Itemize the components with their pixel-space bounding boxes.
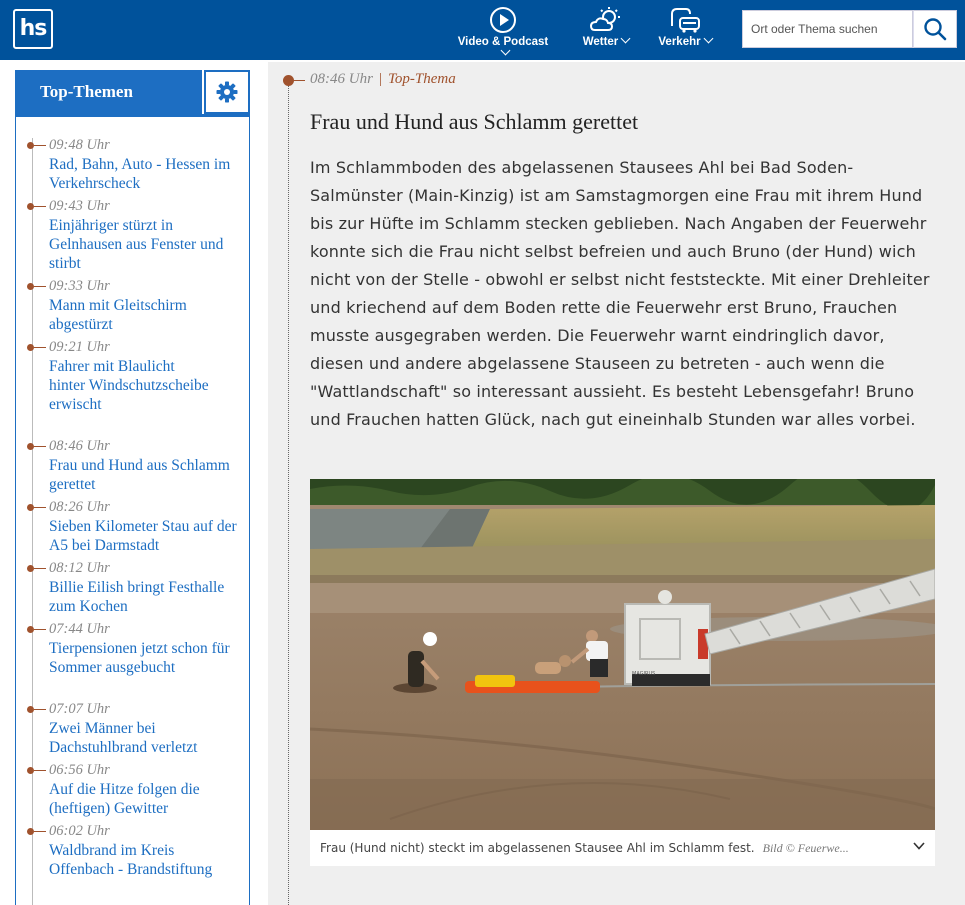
hs-logo[interactable]: hs (13, 9, 53, 49)
article-title: Frau und Hund aus Schlamm gerettet (310, 109, 639, 134)
news-link[interactable]: Mann mit Gleitschirm abgestürzt (49, 297, 187, 333)
tab-top-themen[interactable]: Top-Themen (15, 70, 202, 114)
photo-caption (310, 830, 935, 866)
list-item (49, 761, 239, 818)
news-link[interactable]: Sieben Kilometer Stau auf der A5 bei Darmstadt (49, 518, 237, 554)
news-link[interactable]: Zwei Männer bei Dachstuhlbrand verletzt (49, 720, 198, 756)
news-link[interactable]: Billie Eilish bringt Festhalle zum Kochen (49, 579, 225, 615)
list-item (49, 559, 239, 616)
nav-verkehr[interactable] (656, 6, 714, 56)
news-time: 06:56 Uhr (49, 762, 110, 778)
timeline-connector (294, 80, 305, 81)
gear-icon (216, 81, 238, 103)
list-item (49, 437, 239, 494)
timeline-dot (27, 203, 34, 210)
news-link[interactable]: Rad, Bahn, Auto - Hessen im Verkehrscheck (49, 156, 231, 192)
news-time: 07:07 Uhr (49, 701, 110, 717)
timeline-dot (283, 75, 294, 86)
list-item (49, 700, 239, 757)
article-meta (310, 71, 456, 88)
article-time: 08:46 Uhr (310, 71, 373, 87)
nav-label: Wetter (582, 36, 619, 48)
list-item (49, 277, 239, 334)
photo-credit: Bild © Feuerwe... (762, 841, 849, 855)
chevron-down-icon (500, 46, 510, 56)
play-circle-icon (489, 6, 517, 34)
article-category[interactable]: Top-Thema (387, 71, 456, 87)
timeline-line (32, 138, 33, 905)
chevron-down-icon (703, 34, 713, 44)
news-link[interactable]: Einjähriger stürzt in Gelnhausen aus Fenster und stirbt (49, 217, 224, 272)
timeline-dot (27, 443, 34, 450)
timeline-dot (27, 706, 34, 713)
chevron-down-icon (621, 34, 631, 44)
article-body: Im Schlammboden des abgelassenen Stausees Ahl bei Bad Soden-Salmünster (Main-Kinzig) ist am Samstagmorgen eine Frau mit ihrem Hund bis zur Hüfte im Schlamm stecken geblieben. Nach Angaben der Feuerwehr konnte sich die Frau nicht selbst befreien und auch Bruno (der Hund) wich nicht von der Stelle - obwohl er selbst nicht feststeckte. Mit einer Drehleiter und kriechend auf dem Boden rette die Feuerwehr erst Bruno, Frauchen musste ausgegraben werden. Die Feuerwehr warnt eindringlich davor, diesen und andere abgelassene Stauseen zu betreten - auch wenn die "Wattlandschaft" so interessant aussieht. Es besteht Lebensgefahr! Bruno und Frauchen hatten Glück, nach gut eineinhalb Stunden war alles vorbei. (310, 158, 930, 429)
list-item (49, 822, 239, 879)
list-item (49, 498, 239, 555)
timeline-dot (27, 344, 34, 351)
news-time: 09:21 Uhr (49, 339, 110, 355)
list-item (49, 338, 209, 414)
news-link[interactable]: Auf die Hitze folgen die (heftigen) Gewitter (49, 781, 200, 817)
nav-wetter[interactable] (580, 6, 632, 56)
timeline-dot (27, 626, 34, 633)
news-link[interactable]: Waldbrand im Kreis Offenbach - Brandstiftung (49, 842, 213, 878)
news-time: 08:26 Uhr (49, 499, 110, 515)
meta-separator: | (378, 71, 382, 87)
ladder-label: MAGIRUS (632, 671, 656, 677)
news-link[interactable]: Tierpensionen jetzt schon für Sommer ausgebucht (49, 640, 230, 676)
search-button[interactable] (913, 10, 957, 48)
news-time: 08:12 Uhr (49, 560, 110, 576)
news-link[interactable]: Fahrer mit Blaulicht hinter Windschutzscheibe erwischt (49, 358, 209, 413)
timeline-line (288, 80, 289, 905)
timeline-dot (27, 767, 34, 774)
weather-sun-cloud-icon (589, 6, 623, 34)
news-time: 06:02 Uhr (49, 823, 110, 839)
settings-button[interactable] (204, 70, 250, 114)
news-time: 08:46 Uhr (49, 438, 110, 454)
site-header (0, 0, 965, 60)
timeline-dot (27, 828, 34, 835)
timeline-dot (27, 504, 34, 511)
nav-label: Verkehr (658, 36, 701, 48)
news-time: 09:33 Uhr (49, 278, 110, 294)
news-time: 09:43 Uhr (49, 198, 110, 214)
rescue-photo (310, 479, 935, 830)
search-icon (923, 17, 947, 41)
timeline-dot (27, 283, 34, 290)
article-photo[interactable] (310, 479, 935, 830)
caption-text: Frau (Hund nicht) steckt im abgelassenen Stausee Ahl im Schlamm fest. (320, 841, 755, 855)
list-item (49, 197, 239, 273)
news-link[interactable]: Frau und Hund aus Schlamm gerettet (49, 457, 230, 493)
news-time: 09:48 Uhr (49, 137, 110, 153)
news-time: 07:44 Uhr (49, 621, 110, 637)
list-item (49, 136, 239, 193)
search-input[interactable] (742, 10, 913, 48)
traffic-car-icon (668, 6, 702, 34)
list-item (49, 620, 239, 677)
timeline-dot (27, 565, 34, 572)
timeline-dot (27, 142, 34, 149)
nav-video-podcast[interactable] (454, 6, 552, 56)
nav-label: Video & Podcast (457, 36, 549, 48)
chevron-down-icon[interactable] (913, 840, 925, 852)
